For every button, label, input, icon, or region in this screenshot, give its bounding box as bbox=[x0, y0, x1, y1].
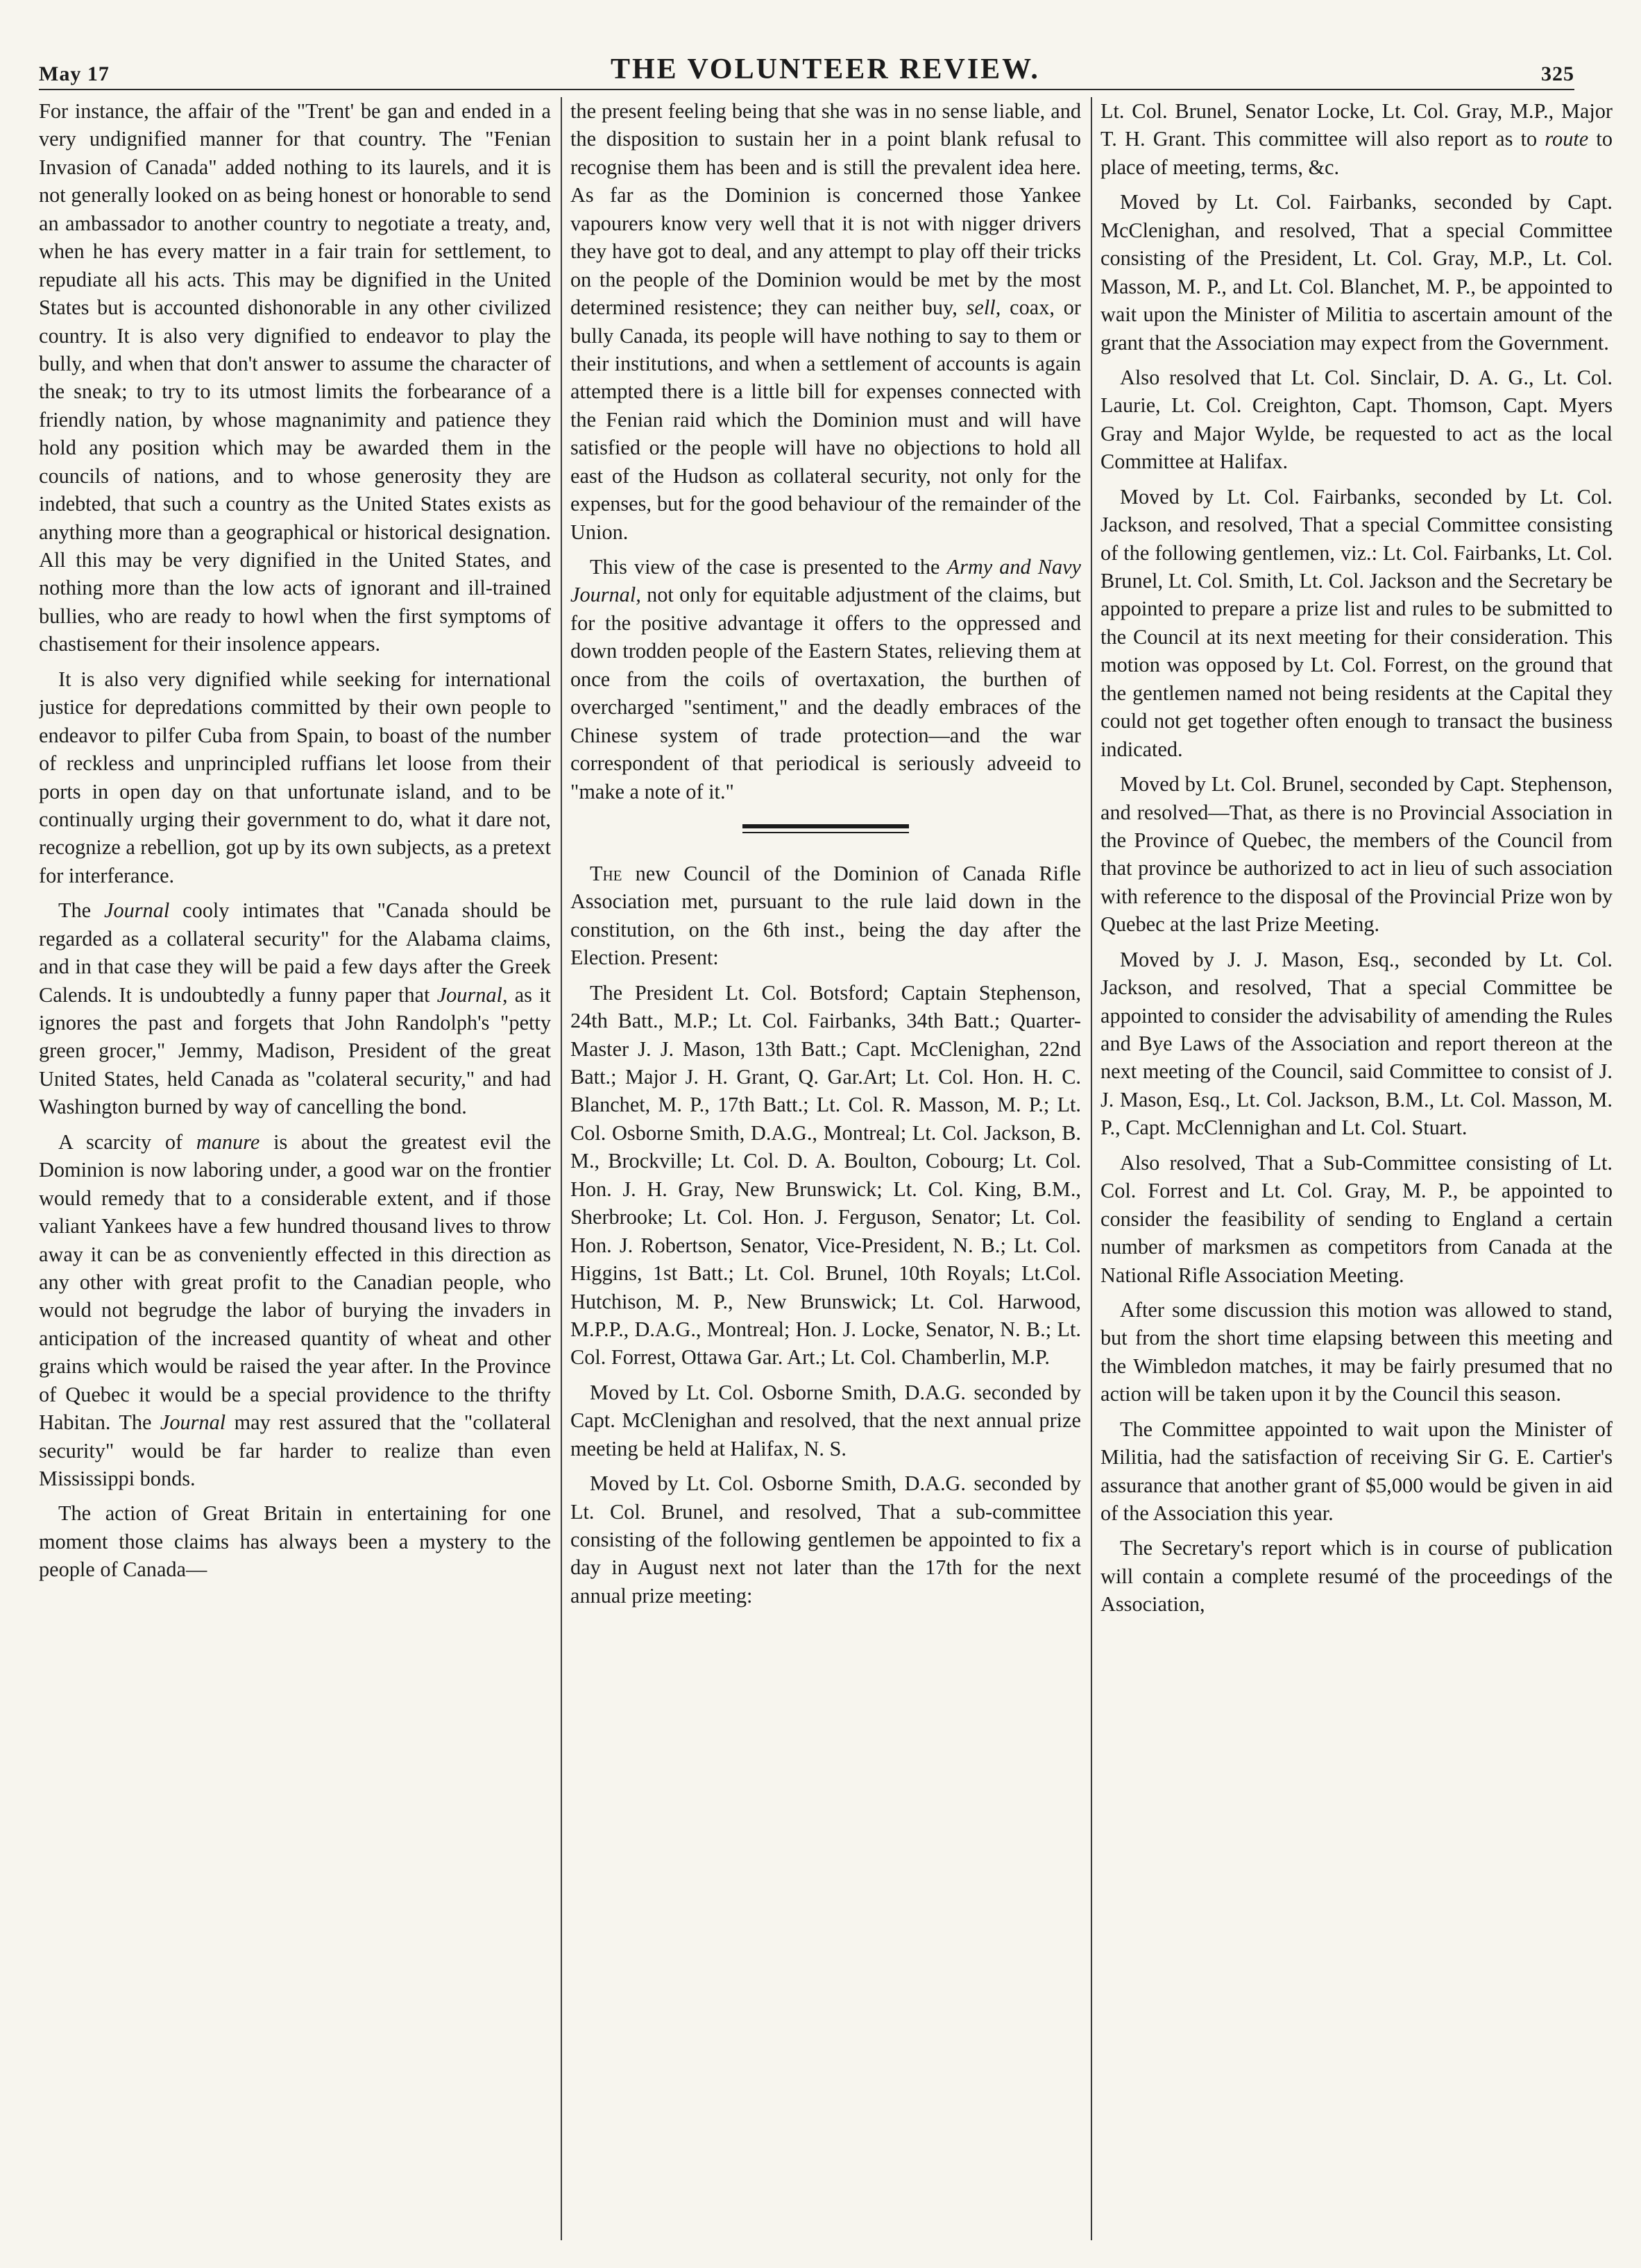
column-1 bbox=[39, 97, 551, 2240]
section-divider bbox=[742, 818, 909, 839]
italic-text: Journal bbox=[160, 1410, 226, 1435]
text-run: cooly intimates that "Canada should be regarded as a collateral security" for the Alabama claims, and in that case they will be paid a few days after the Greek Calends. It is undoubtedly a funny paper that bbox=[39, 898, 551, 1007]
column-2 bbox=[570, 97, 1081, 2240]
divider-thick-line bbox=[742, 824, 909, 828]
paragraph: Moved by Lt. Col. Fairbanks, seconded by Capt. McClenighan, and resolved, That a special Committee consisting of the President, Lt. Col. Gray, M.P., Lt. Col. Masson, M. P., and Lt. Col. Blanchet, M. P., be appointed to wait upon the Minister of Militia to ascertain amount of the grant that the Association may expect from the Government. bbox=[1100, 190, 1613, 355]
italic-text: manure bbox=[196, 1129, 260, 1154]
page-number: 325 bbox=[1541, 62, 1574, 85]
italic-text: Journal, bbox=[436, 982, 508, 1007]
paragraph: For instance, the affair of the "Trent' be gan and ended in a very undignified manner for that country. The "Fenian Invasion of Canada" added nothing to its laurels, and it is not generally looked on as being honest or honorable to send an ambassador to another country to negotiate a treaty, and, when he has every matter in a fair train for settlement, to repudiate all his acts. This may be dignified in the United States but is accounted dishonorable in any other civilized country. It is also very dignified to endeavor to play the bully, and when that don't answer to assume the character of the sneak; to try to its utmost limits the forbearance of a friendly nation, by whose magnanimity and patience they hold any position which may be awarded them in the councils of nations, and to whose generosity they are indebted, that such a country as the United States exists as anything more than a geographical or historical designation. All this may be very dignified in the United States, and nothing more than the low acts of ignorant and ill-trained bullies, who are ready to howl when the first symptoms of chastisement for their insolence appears. bbox=[39, 99, 551, 656]
paragraph: The Secretary's report which is in course of publication will contain a complete resumé of the proceedings of the Association, bbox=[1100, 1536, 1613, 1617]
text-run: not only for equitable adjustment of the claims, but for the positive advantage it offers to the oppressed and down trodden people of the Eastern States, relieving them at once from the coils of overtaxation, the burthen of overcharged "sentiment," and the deadly embraces of the Chinese system of trade protection—and the war correspondent of that periodical is seriously adveeid to "make a note of it." bbox=[570, 583, 1081, 803]
paragraph: Moved by Lt. Col. Osborne Smith, D.A.G. seconded by Lt. Col. Brunel, and resolved, That a sub-committee consisting of the following gentlemen be appointed to fix a day in August next not later than the 17th for the next annual prize meeting: bbox=[570, 1472, 1081, 1608]
italic-text: route bbox=[1545, 127, 1589, 151]
text-run: This view of the case is presented to the bbox=[590, 555, 947, 579]
text-run: Lt. Col. Brunel, Senator Locke, Lt. Col. Gray, M.P., Major T. H. Grant. This committee will also report as to bbox=[1100, 99, 1613, 151]
paragraph: The action of Great Britain in entertaining for one moment those claims has always been a mystery to the people of Canada— bbox=[39, 1501, 551, 1582]
paragraph: Moved by Lt. Col. Brunel, seconded by Capt. Stephenson, and resolved—That, as there is no Provincial Association in the Province of Quebec, the members of the Council from that province be authorized to act in lieu of such association with reference to the disposal of the Provincial Prize won by Quebec at the last Prize Meeting. bbox=[1100, 772, 1613, 937]
issue-date: May 17 bbox=[39, 62, 110, 85]
paragraph bbox=[570, 860, 1081, 972]
drop-word: The bbox=[590, 861, 622, 885]
italic-text: Journal bbox=[104, 898, 170, 923]
column-3 bbox=[1100, 97, 1613, 2240]
paragraph: Moved by Lt. Col. Osborne Smith, D.A.G. seconded by Capt. McClenighan and resolved, that the next annual prize meeting be held at Halifax, N. S. bbox=[570, 1380, 1081, 1460]
paragraph: Moved by J. J. Mason, Esq., seconded by Lt. Col. Jackson, and resolved, That a special Committee be appointed to consider the advisability of amending the Rules and Bye Laws of the Association and report thereon at the next meeting of the Council, said Committee to consist of J. J. Mason, Esq., Lt. Col. Jackson, B.M., Lt. Col. Masson, M. P., Capt. McClennighan and Lt. Col. Stuart. bbox=[1100, 947, 1613, 1140]
paragraph: The President Lt. Col. Botsford; Captain Stephenson, 24th Batt., M.P.; Lt. Col. Fairbanks, 34th Batt.; Quarter-Master J. J. Mason, 13th Batt.; Capt. McClenighan, 22nd Batt.; Major J. H. Grant, Q. Gar.Art; Lt. Col. Hon. H. C. Blanchet, M. P., 17th Batt.; Lt. Col. R. Masson, M. P.; Lt. Col. Osborne Smith, D.A.G., Montreal; Lt. Col. Jackson, B. M., Brockville; Lt. Col. D. A. Boulton, Cobourg; Lt. Col. Hon. J. H. Gray, New Brunswick; Lt. Col. King, B.M., Sherbrooke; Lt. Col. Hon. J. Ferguson, Senator; Lt. Col. Hon. J. Robertson, Senator, Vice-President, N. B.; Lt. Col. Higgins, 1st Batt.; Lt. Col. Brunel, 10th Royals; Lt.Col. Hutchison, M. P., New Brunswick; Lt. Col. Harwood, M.P.P., D.A.G., Montreal; Hon. J. Locke, Senator, N. B.; Lt. Col. Forrest, Ottawa Gar. Art.; Lt. Col. Chamberlin, M.P. bbox=[570, 980, 1081, 1370]
paragraph: Also resolved, That a Sub-Committee consisting of Lt. Col. Forrest and Lt. Col. Gray, M. P., be appointed to consider the feasibility of sending to England a certain number of marksmen as competitors from Canada at the National Rifle Association Meeting. bbox=[1100, 1150, 1613, 1287]
paragraph bbox=[570, 97, 1081, 546]
text-run: A scarcity of bbox=[58, 1129, 196, 1154]
paragraph: Moved by Lt. Col. Fairbanks, seconded by Lt. Col. Jackson, and resolved, That a special Committee consisting of the following gentlemen, viz.: Lt. Col. Fairbanks, Lt. Col. Brunel, Lt. Col. Smith, Lt. Col. Jackson and the Secretary be appointed to prepare a prize list and rules to be submitted to the Council at its next meeting for their consideration. This motion was opposed by Lt. Col. Forrest, on the ground that the gentlemen named not being residents at the Capital they could not get together often enough to transact the business indicated. bbox=[1100, 484, 1613, 761]
text-run: new Council of the Dominion of Canada Rifle Association met, pursuant to the rule laid down in the constitution, on the 6th inst., being the day after the Election. Present: bbox=[570, 861, 1081, 970]
paragraph: After some discussion this motion was allowed to stand, but from the short time elapsing between this meeting and the Wimbledon matches, it may be fairly presumed that no action will be taken upon it by the Council this season. bbox=[1100, 1297, 1613, 1406]
italic-text: Army and Navy Journal, bbox=[570, 555, 1081, 607]
paragraph: Also resolved that Lt. Col. Sinclair, D. A. G., Lt. Col. Laurie, Lt. Col. Creighton, Capt. Thomson, Capt. Myers Gray and Major Wylde, be requested to act as the local Committee at Halifax. bbox=[1100, 365, 1613, 474]
header-rule bbox=[39, 89, 1574, 90]
divider-thin-line bbox=[742, 832, 909, 833]
text-run: is about the greatest evil the Dominion is now laboring under, a good war on the frontier would remedy that to a considerable extent, and if those valiant Yankees have a few hundred thousand lives to throw away it can be as conveniently effected in this direction as any other with great profit to the Canadian people, who would not begrudge the labor of burying the invaders in anticipation of the increased quantity of wheat and other grains which would be raised the year after. In the Province of Quebec it would be a special providence to the thrifty Habitan. The bbox=[39, 1129, 551, 1435]
paragraph: It is also very dignified while seeking for international justice for depredations committed by their own people to endeavor to pilfer Cuba from Spain, to boast of the number of reckless and unprincipled ruffians let loose from their ports in open day on that unfortunate island, and to be continually urging their government to do, what it dare not, recognize a rebellion, got up by its own subjects, as a pretext for interferance. bbox=[39, 667, 551, 887]
paragraph bbox=[39, 896, 551, 1121]
paragraph bbox=[1100, 97, 1613, 181]
text-run: the present feeling being that she was in no sense liable, and the disposition to sustain her in a point blank refusal to recognise them has been and is still the prevalent idea here. As far as the Dominion is concerned those Yankee vapourers know very well that it is not with nigger drivers they have got to deal, and any attempt to play off their tricks on the people of the Dominion would be met by the most determined resistence; they can neither buy, bbox=[570, 99, 1081, 320]
text-run: coax, or bully Canada, its people will have nothing to say to them or their institutions, and when a settlement of accounts is again attempted there is a little bill for expenses connected with the Fenian raid which the Dominion must and will have satisfied or the people will have no objections to hold all east of the Hudson as collateral security, not only for the expenses, but for the good behaviour of the remainder of the Union. bbox=[570, 296, 1081, 544]
paragraph: The Committee appointed to wait upon the Minister of Militia, had the satisfaction of receiving Sir G. E. Cartier's assurance that another grant of $5,000 would be given in aid of the Association this year. bbox=[1100, 1417, 1613, 1525]
page-header bbox=[39, 43, 1574, 86]
column-rule bbox=[1091, 97, 1092, 2240]
text-run: as it ignores the past and forgets that John Randolph's "petty green grocer," Jemmy, Madison, President of the great United States, held Canada as "colateral security," and had Washington burned by way of cancelling the bond. bbox=[39, 982, 551, 1119]
masthead-title: THE VOLUNTEER REVIEW. bbox=[611, 53, 1040, 85]
text-run: to place of meeting, terms, &c. bbox=[1100, 127, 1613, 179]
paragraph bbox=[570, 553, 1081, 805]
italic-text: sell, bbox=[966, 296, 1001, 320]
paragraph bbox=[39, 1128, 551, 1493]
column-rule bbox=[561, 97, 562, 2240]
text-run: The bbox=[58, 898, 104, 923]
text-run: may rest assured that the "collateral security" would be far harder to realize than even Mississippi bonds. bbox=[39, 1410, 551, 1490]
